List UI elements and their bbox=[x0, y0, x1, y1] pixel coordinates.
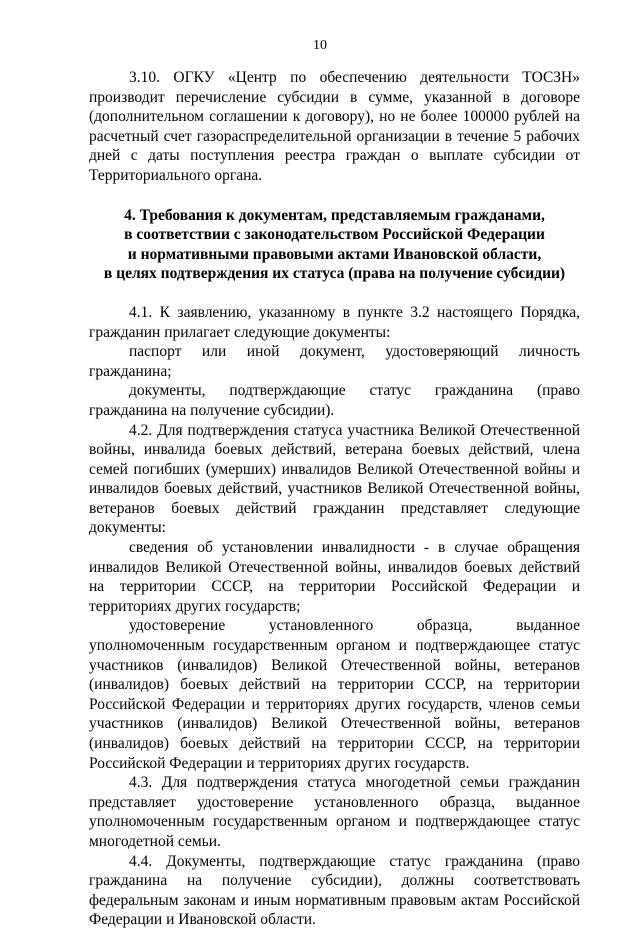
paragraph-3-10: 3.10. ОГКУ «Центр по обеспечению деятельности ТОСЗН» производит перечисление субсидии в сумме, указанной в договоре (дополнительном соглашении к договору), но не более 100000 рублей на расчетный счет газораспределительной организации в течение 5 рабочих дней с даты поступления реестра граждан о выплате субсидии от Территориального органа. bbox=[89, 69, 580, 184]
paragraph-4-3: 4.3. Для подтверждения статуса многодетной семьи гражданин представляет удостоверение установленного образца, выданное уполномоченным государственным органом и подтверждающее статус многодетной семьи. bbox=[89, 774, 580, 850]
paragraph-4-4: 4.4. Документы, подтверждающие статус гражданина (право гражданина на получение субсидии), должны соответствовать федеральным законам и иным нормативным правовым актам Российской Федерации и Ивановской области. bbox=[89, 852, 580, 929]
heading-line: и нормативными правовыми актами Ивановской области, bbox=[127, 245, 542, 263]
paragraph-4-2: 4.2. Для подтверждения статуса участника Великой Отечественной войны, инвалида боевых действий, ветерана боевых действий, члена семей погибших (умерших) инвалидов Великой Отечественной войны и инвалидов боевых действий, участников Великой Отечественной войны, ветеранов боевых действий гражданин представляет следующие документы: bbox=[89, 421, 580, 537]
document-body bbox=[89, 68, 580, 930]
list-item-status-documents: документы, подтверждающие статус гражданина (право гражданина на получение субсидии). bbox=[89, 382, 580, 419]
list-item-disability-info: сведения об установлении инвалидности - в случае обращения инвалидов Великой Отечественной войны, инвалидов боевых действий на территории СССР, на территории Российской Федерации и территориях других государств; bbox=[89, 539, 580, 615]
heading-line: в соответствии с законодательством Российской Федерации bbox=[124, 226, 545, 244]
list-item-passport: паспорт или иной документ, удостоверяющий личность гражданина; bbox=[89, 343, 580, 380]
page-number: 10 bbox=[313, 38, 327, 53]
list-item-certificate: удостоверение установленного образца, выданное уполномоченным государственным органом и подтверждающее статус участников (инвалидов) Великой Отечественной войны, ветеранов (инвалидов) боевых действий на территории СССР, на территории Российской Федерации и территориях других государств, членов семьи участников (инвалидов) Великой Отечественной войны, ветеранов (инвалидов) боевых действий на территории СССР, на территории Российской Федерации и территориях других государств. bbox=[89, 617, 580, 772]
heading-line: в целях подтверждения их статуса (права на получение субсидии) bbox=[103, 265, 566, 283]
heading-line: 4. Требования к документам, представляемым гражданами, bbox=[124, 206, 545, 224]
paragraph-4-1: 4.1. К заявлению, указанному в пункте 3.2 настоящего Порядка, гражданин прилагает следующие документы: bbox=[89, 303, 580, 341]
section-4-heading bbox=[89, 206, 580, 284]
